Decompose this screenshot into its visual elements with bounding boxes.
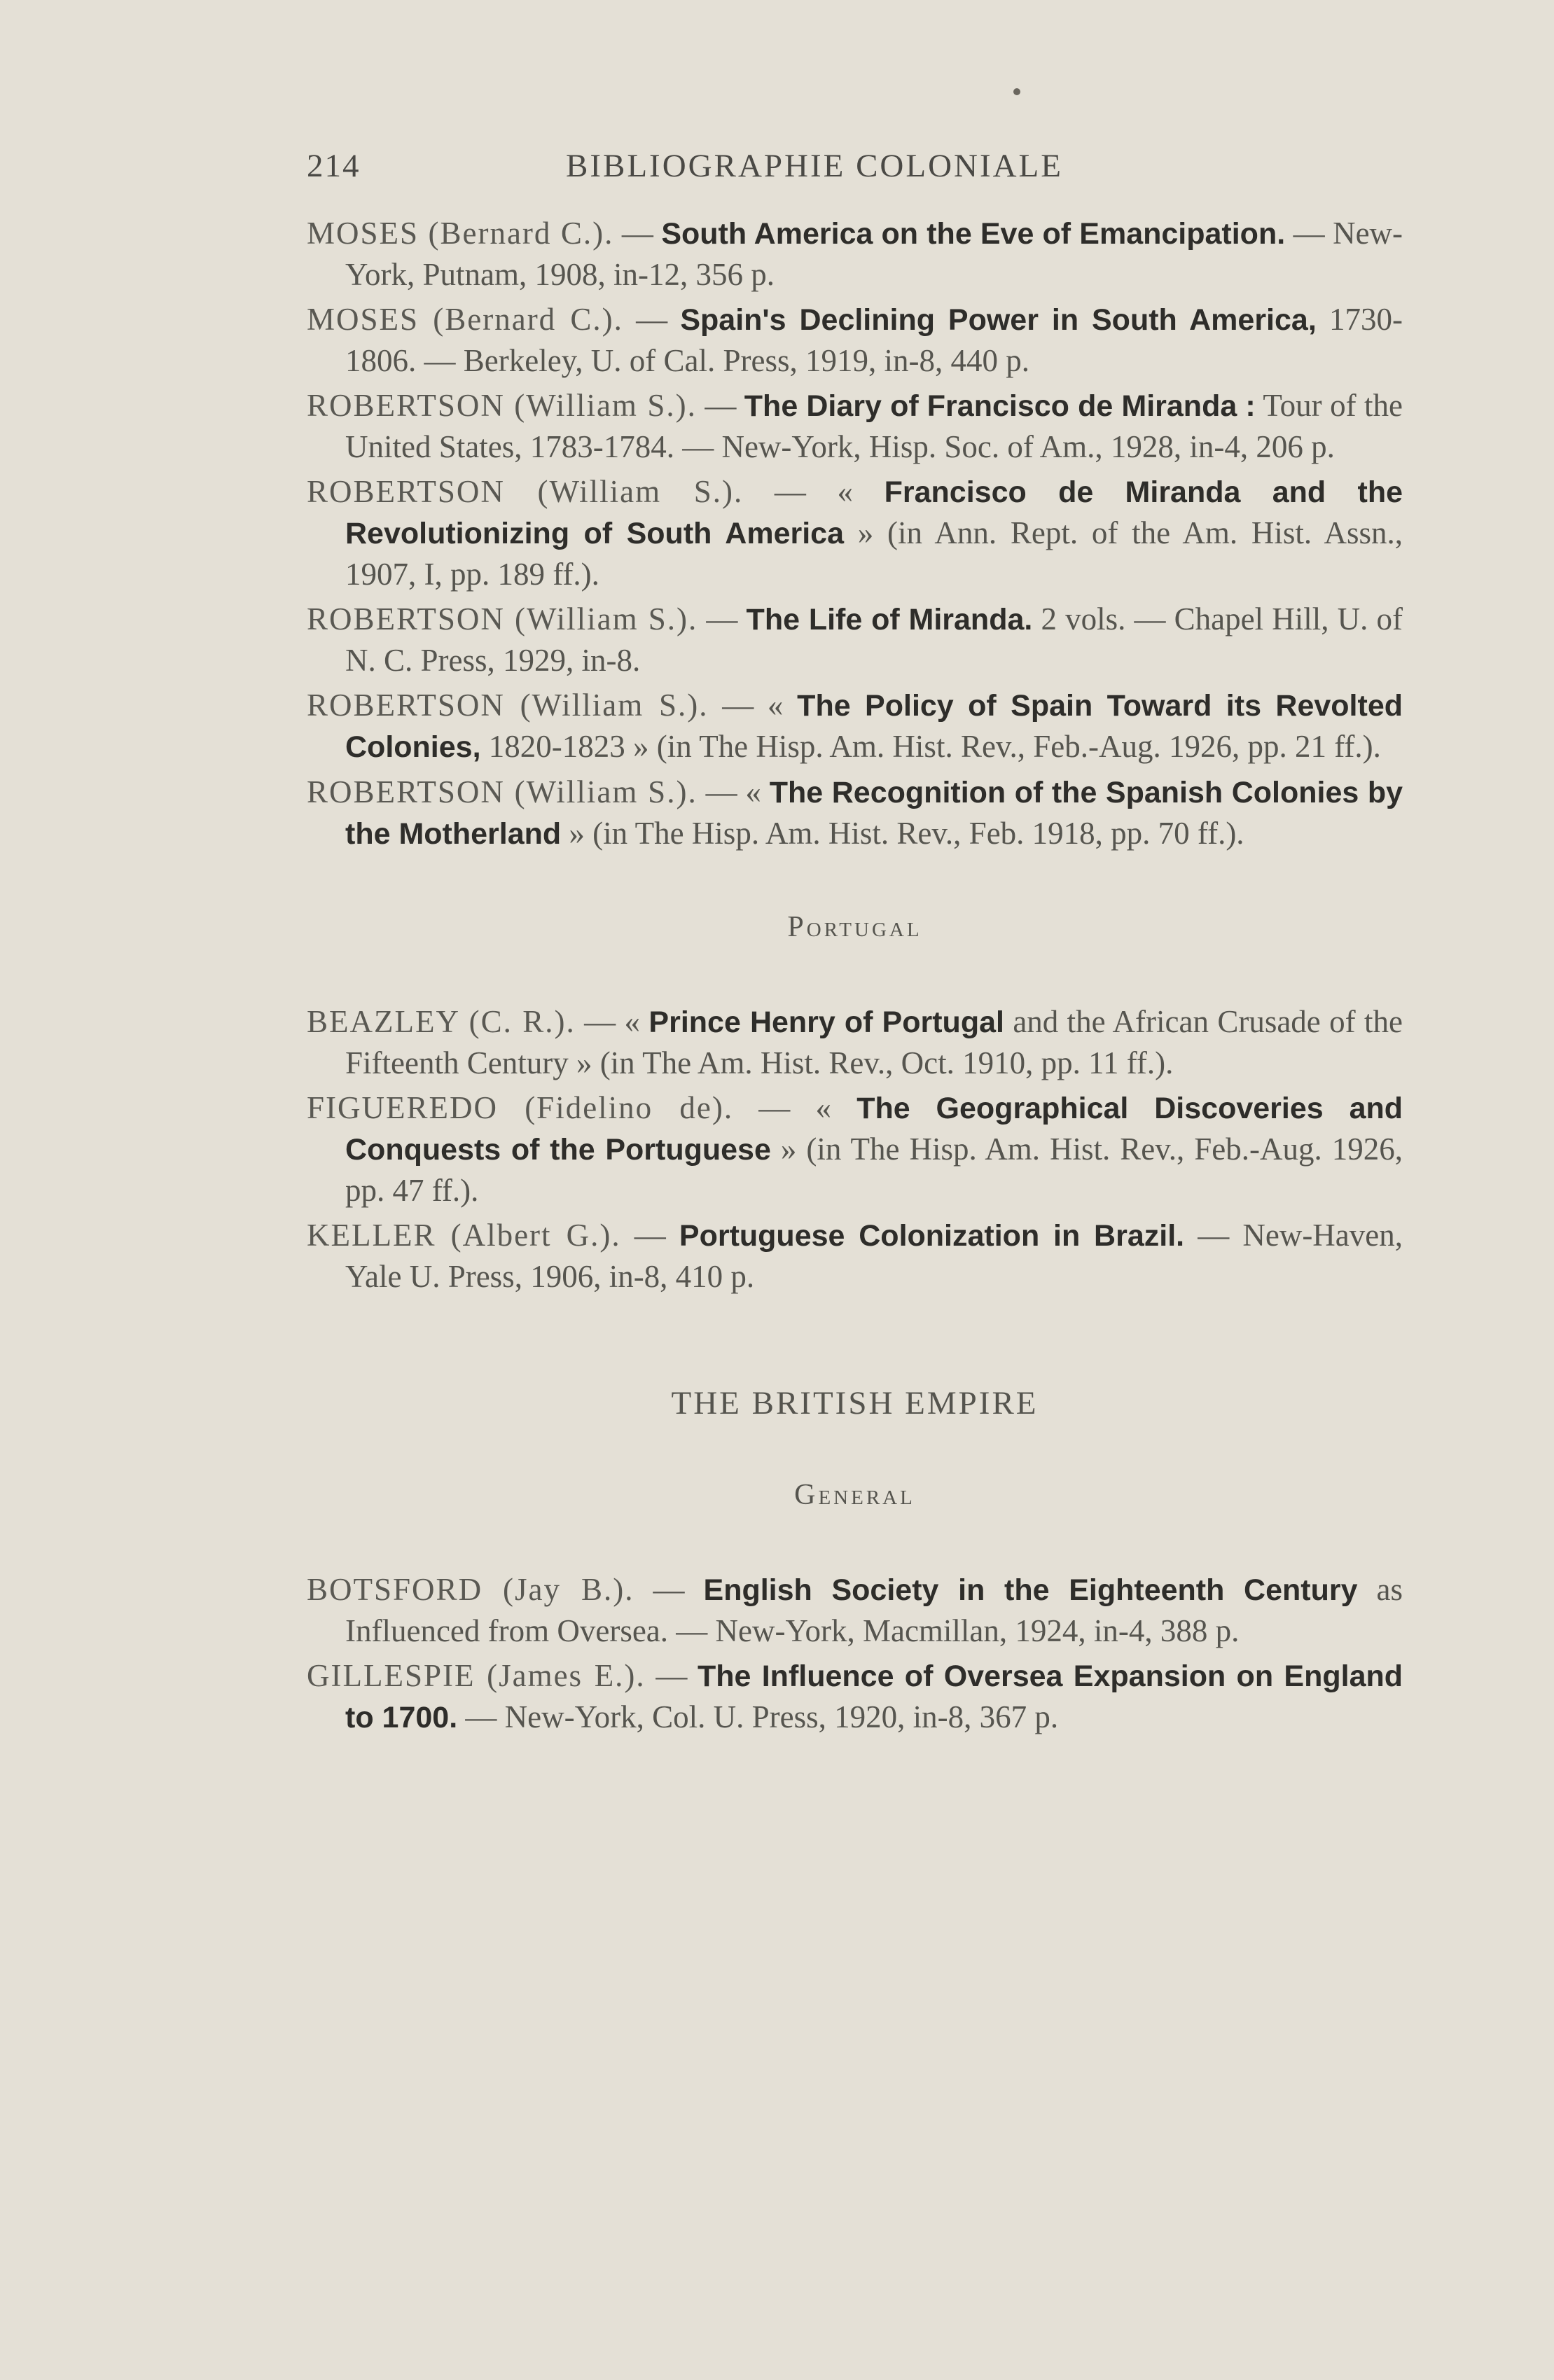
entry-author: MOSES (Bernard C.). — [307, 302, 623, 337]
entries-portugal — [307, 1001, 1403, 1297]
ink-speck — [1013, 88, 1020, 95]
entry-prefix: — « — [584, 1004, 649, 1039]
entry-author: GILLESPIE (James E.). — [307, 1658, 646, 1693]
entry-details: 1820-1823 » (in The Hisp. Am. Hist. Rev., Feb.-Aug. 1926, pp. 21 ff.). — [480, 729, 1381, 764]
entry-details: — New-York, Putnam, 1908, in-12, 356 p. — [345, 216, 1403, 292]
running-head — [307, 140, 1403, 196]
entry-author: ROBERTSON (William S.). — [307, 474, 744, 509]
bibliography-entry — [307, 299, 1403, 381]
bibliography-entry — [307, 471, 1403, 594]
entry-title: The Life of Miranda. — [746, 603, 1033, 636]
entry-details: 2 vols. — Chapel Hill, U. of N. C. Press, 1929, in-8. — [345, 601, 1403, 678]
entry-prefix: — « — [705, 774, 770, 809]
entry-author: ROBERTSON (William S.). — [307, 688, 709, 723]
entry-prefix: — « — [722, 688, 798, 723]
entry-title: Francisco de Miranda and the Revolutionizing of South America — [345, 475, 1403, 550]
section-heading-portugal: Portugal — [787, 911, 922, 943]
entry-title: The Influence of Oversea Expansion on England to 1700. — [345, 1659, 1403, 1734]
running-title: BIBLIOGRAPHIE COLONIALE — [566, 148, 1063, 184]
entry-prefix: — — [621, 216, 662, 251]
bibliography-entry — [307, 1569, 1403, 1651]
entry-title: South America on the Eve of Emancipation. — [661, 217, 1286, 251]
entry-details: — New-Haven, Yale U. Press, 1906, in-8, 410 p. — [345, 1218, 1403, 1294]
entry-details: » (in The Hisp. Am. Hist. Rev., Feb. 1918, pp. 70 ff.). — [561, 816, 1244, 851]
entry-title: English Society in the Eighteenth Century — [703, 1573, 1358, 1607]
entry-title: The Policy of Spain Toward its Revolted Colonies, — [345, 689, 1403, 764]
entries-spain — [307, 213, 1403, 854]
bibliography-entry — [307, 1655, 1403, 1738]
entry-title: The Geographical Discoveries and Conquests of the Portuguese — [345, 1092, 1403, 1167]
bibliography-entry — [307, 213, 1403, 295]
entry-details: and the African Crusade of the Fifteenth Century » (in The Am. Hist. Rev., Oct. 1910, pp. 11 ff.). — [345, 1004, 1403, 1080]
page-number: 214 — [307, 148, 361, 184]
entry-prefix: — « — [758, 1090, 857, 1125]
bibliography-entry — [307, 385, 1403, 467]
entry-prefix: — « — [774, 474, 884, 509]
bibliography-entry — [307, 685, 1403, 767]
section-heading-british-empire: THE BRITISH EMPIRE — [671, 1385, 1039, 1421]
entry-author: ROBERTSON (William S.). — [307, 774, 698, 809]
entry-details: Tour of the United States, 1783-1784. — New-York, Hisp. Soc. of Am., 1928, in-4, 206 p. — [345, 388, 1403, 464]
entry-prefix: — — [634, 1218, 679, 1253]
bibliography-entry — [307, 599, 1403, 681]
entry-author: KELLER (Albert G.). — [307, 1218, 621, 1253]
entry-prefix: — — [705, 388, 744, 423]
entry-author: MOSES (Bernard C.). — [307, 216, 614, 251]
entry-details: » (in The Hisp. Am. Hist. Rev., Feb.-Aug. 1926, pp. 47 ff.). — [345, 1132, 1403, 1208]
entry-title: Spain's Declining Power in South America, — [680, 303, 1317, 337]
entry-title: The Recognition of the Spanish Colonies by the Motherland — [345, 776, 1403, 851]
bibliography-entry — [307, 1215, 1403, 1297]
entry-title: Prince Henry of Portugal — [648, 1005, 1004, 1039]
entry-prefix: — — [706, 601, 747, 636]
entry-details: as Influenced from Oversea. — New-York, Macmillan, 1924, in-4, 388 p. — [345, 1572, 1403, 1648]
bibliography-entry — [307, 772, 1403, 854]
bibliography-entry — [307, 1087, 1403, 1211]
entry-prefix: — — [653, 1572, 704, 1607]
entry-author: BEAZLEY (C. R.). — [307, 1004, 576, 1039]
entry-author: ROBERTSON (William S.). — [307, 388, 697, 423]
entry-author: FIGUEREDO (Fidelino de). — [307, 1090, 734, 1125]
entry-author: BOTSFORD (Jay B.). — [307, 1572, 634, 1607]
entry-title: Portuguese Colonization in Brazil. — [679, 1219, 1185, 1253]
page — [307, 140, 1403, 1742]
entry-title: The Diary of Francisco de Miranda : — [744, 389, 1256, 423]
section-heading-general: General — [794, 1479, 915, 1511]
bibliography-entry — [307, 1001, 1403, 1083]
entry-details: » (in Ann. Rept. of the Am. Hist. Assn., 1907, I, pp. 189 ff.). — [345, 515, 1403, 592]
entry-prefix: — — [636, 302, 681, 337]
entry-details: — New-York, Col. U. Press, 1920, in-8, 367 p. — [457, 1699, 1059, 1734]
entries-general — [307, 1569, 1403, 1738]
entry-details: 1730-1806. — Berkeley, U. of Cal. Press, 1919, in-8, 440 p. — [345, 302, 1403, 378]
entry-prefix: — — [655, 1658, 698, 1693]
entry-author: ROBERTSON (William S.). — [307, 601, 698, 636]
